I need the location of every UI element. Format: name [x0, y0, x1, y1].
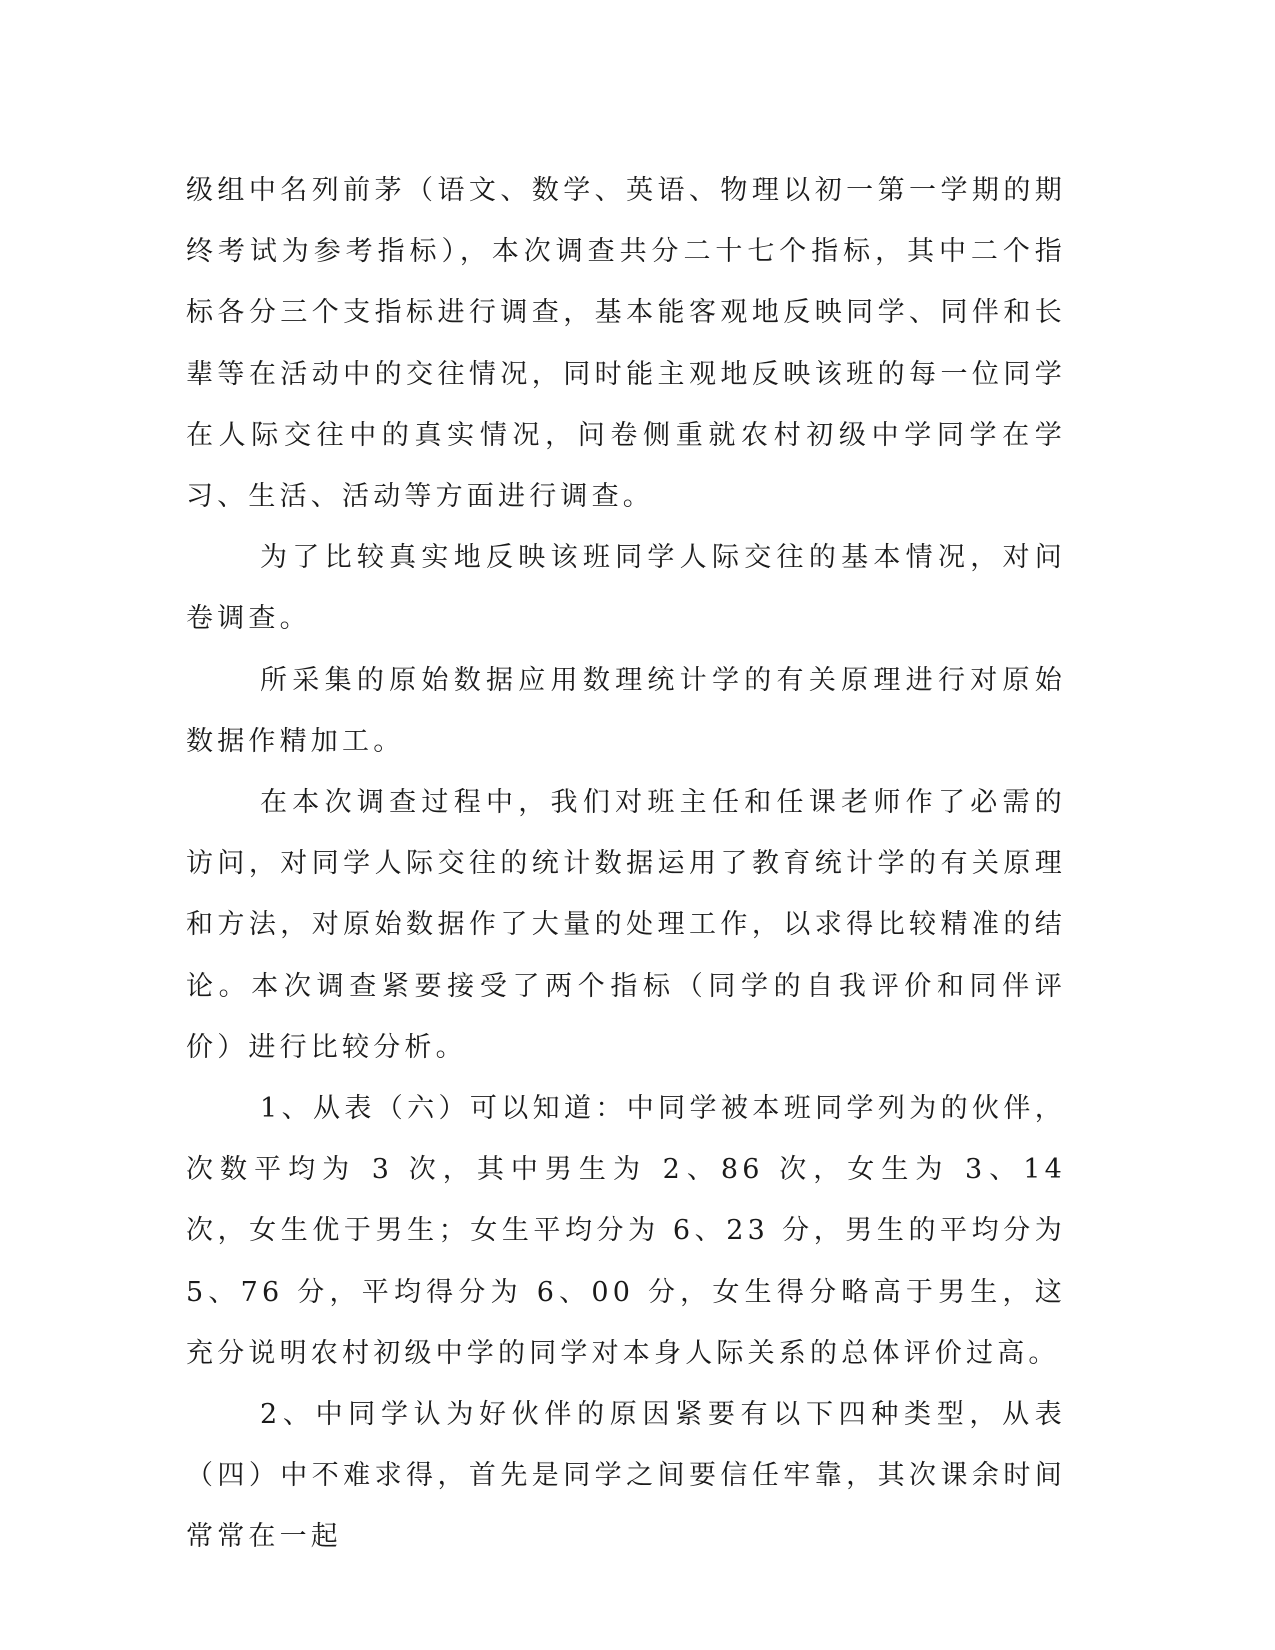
paragraph-3: 所采集的原始数据应用数理统计学的有关原理进行对原始数据作精加工。 — [186, 664, 1066, 757]
paragraph-2: 为了比较真实地反映该班同学人际交往的基本情况，对问卷调查。 — [186, 542, 1066, 635]
paragraph-4: 在本次调查过程中，我们对班主任和任课老师作了必需的访问，对同学人际交往的统计数据运用了教育统计学的有关原理和方法，对原始数据作了大量的处理工作，以求得比较精准的结论。本次调查紧要接受了两个指标（同学的自我评价和同伴评价）进行比较分析。 — [186, 787, 1066, 1063]
paragraph-1: 级组中名列前茅（语文、数学、英语、物理以初一第一学期的期终考试为参考指标），本次调查共分二十七个指标，其中二个指标各分三个支指标进行调查，基本能客观地反映同学、同伴和长辈等在活动中的交往情况，同时能主观地反映该班的每一位同学在人际交往中的真实情况，问卷侧重就农村初级中学同学在学习、生活、活动等方面进行调查。 — [186, 175, 1066, 513]
paragraph-5: 1、从表（六）可以知道：中同学被本班同学列为的伙伴，次数平均为 3 次，其中男生为 2、86 次，女生为 3、14 次，女生优于男生；女生平均分为 6、23 分，男生的平均分为 5、76 分，平均得分为 6、00 分，女生得分略高于男生，这充分说明农村初级中学的同学对本身人际关系的总体评价过高。 — [186, 1093, 1066, 1369]
paragraph-6: 2、中同学认为好伙伴的原因紧要有以下四种类型，从表（四）中不难求得，首先是同学之间要信任牢靠，其次课余时间常常在一起 — [186, 1399, 1066, 1553]
document-body — [186, 160, 1066, 1568]
